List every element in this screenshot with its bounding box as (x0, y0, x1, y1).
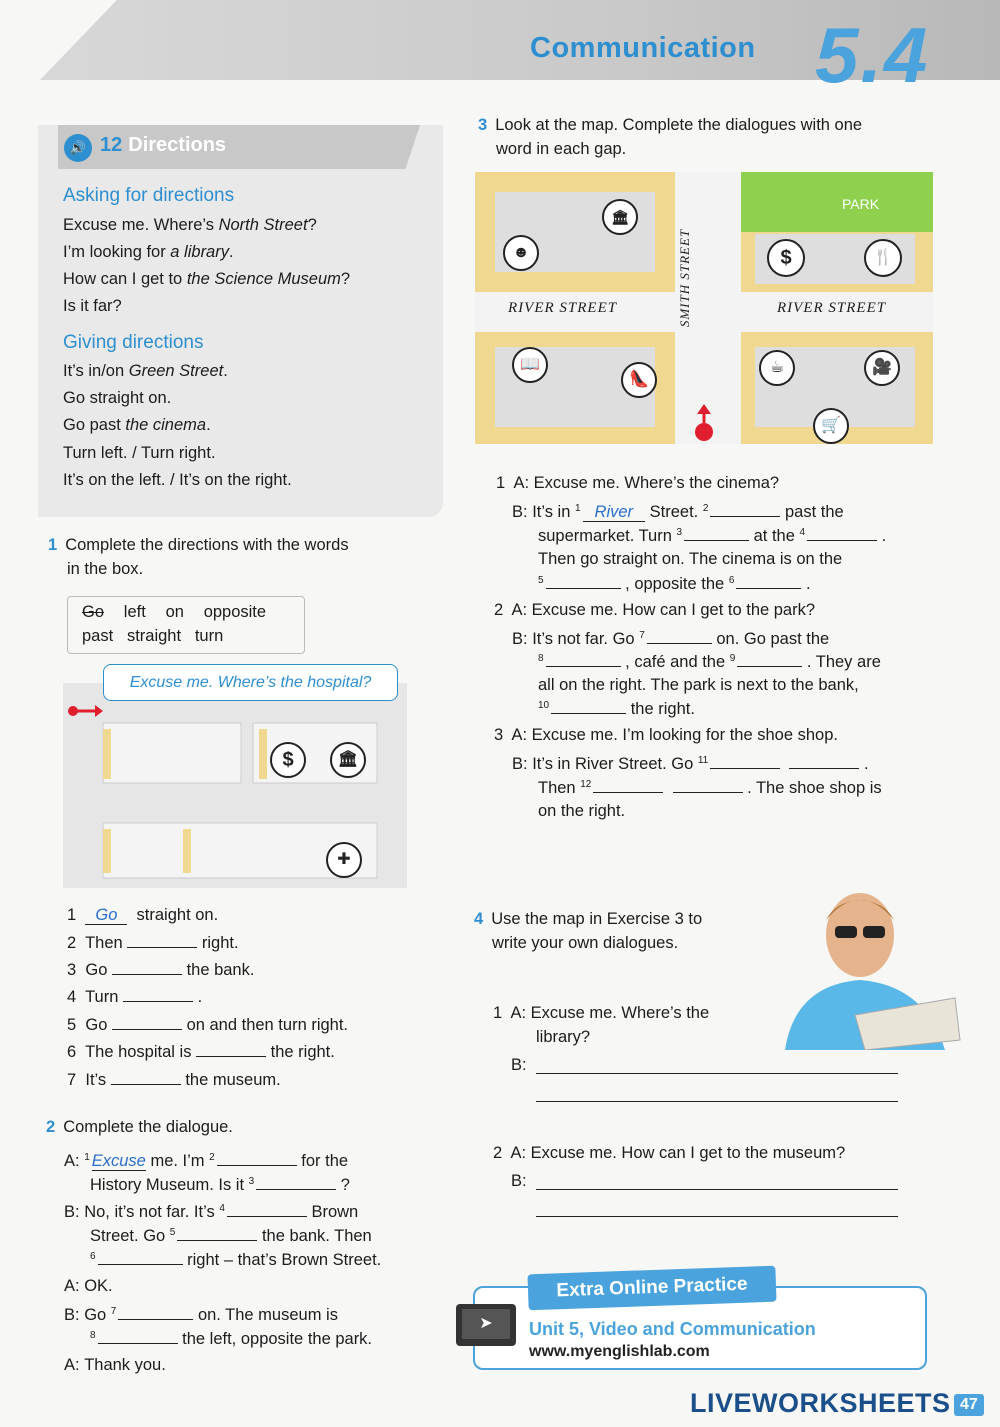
giving-line: It’s in/on Green Street. (63, 362, 228, 380)
ex3-line: 2 A: Excuse me. How can I get to the park? (494, 601, 816, 619)
shoe-shop-icon: 👠 (621, 362, 657, 398)
extra-practice-url[interactable]: www.myenglishlab.com (529, 1343, 710, 1360)
asking-line: Is it far? (63, 297, 122, 315)
restaurant-icon: 🍴 (864, 239, 902, 277)
river-street-left: RIVER STREET (508, 300, 618, 316)
answer-blank[interactable] (673, 778, 743, 793)
asking-line: How can I get to the Science Museum? (63, 270, 351, 288)
ex4-line: library? (536, 1028, 591, 1046)
answer-blank[interactable] (98, 1329, 178, 1344)
answer-blank[interactable] (127, 933, 197, 948)
liveworksheets-logo: LIVEWORKSHEETS (690, 1388, 951, 1418)
answer-blank[interactable] (118, 1305, 193, 1320)
extra-practice-tag: Extra Online Practice (527, 1266, 776, 1311)
ex2-line: B: No, it’s not far. It’s $^4$ Brown (64, 1202, 359, 1221)
write-line[interactable] (536, 1189, 898, 1190)
answer-blank[interactable] (111, 1070, 181, 1085)
answer-blank[interactable] (112, 1015, 182, 1030)
ex1-item: 3 Go the bank. (67, 961, 255, 979)
answer-blank[interactable] (737, 652, 802, 667)
ex3-instruction-2: word in each gap. (496, 140, 627, 158)
giving-line: It’s on the left. / It’s on the right. (63, 471, 292, 489)
answer-blank[interactable] (789, 754, 859, 769)
cafe-icon: ☕ (759, 350, 795, 386)
ex2-line: A: $^1$ Excuse me. I’m $^2$ for the (64, 1151, 349, 1170)
ex4-instruction: 4 Use the map in Exercise 3 to (474, 910, 703, 928)
ex3-line: B: It’s in River Street. Go $^{11}$ . (512, 754, 869, 773)
answer-blank[interactable] (177, 1226, 257, 1241)
answer-blank[interactable] (256, 1175, 336, 1190)
word-box-row-1: Go left on opposite (82, 603, 267, 621)
answer-blank[interactable] (551, 699, 626, 714)
ex3-line: B: It’s in $^1$ River Street. $^2$ past the (512, 502, 844, 521)
answer-blank[interactable] (546, 652, 621, 667)
answer-blank[interactable] (710, 502, 780, 517)
ex1-item: 2 Then right. (67, 934, 239, 952)
ex2-line: B: Go $^7$ on. The museum is (64, 1305, 338, 1324)
answer-blank[interactable] (710, 754, 780, 769)
ex2-line: History Museum. Is it $^3$ ? (90, 1175, 350, 1194)
ex3-line: B: It’s not far. Go $^7$ on. Go past the (512, 629, 830, 648)
answer-blank[interactable] (123, 987, 193, 1002)
ex3-line: on the right. (538, 802, 626, 820)
ex1-item: 5 Go on and then turn right. (67, 1016, 349, 1034)
answer-blank[interactable] (593, 778, 663, 793)
ex4-line: 1 A: Excuse me. Where’s the (493, 1004, 710, 1022)
ex4-line: B: (511, 1056, 527, 1074)
page-title: Communication (530, 32, 756, 64)
library-icon: 📖 (512, 347, 548, 383)
giving-line: Turn left. / Turn right. (63, 444, 216, 462)
museum-icon: 🏛 (602, 199, 638, 235)
cinema-icon: ☻ (503, 235, 539, 271)
bank-icon: $ (270, 742, 306, 778)
giving-line: Go past the cinema. (63, 416, 211, 434)
ex3-line: $^8$ , café and the $^9$ . They are (538, 652, 881, 671)
extra-practice-unit: Unit 5, Video and Communication (529, 1319, 816, 1339)
giving-heading: Giving directions (63, 332, 204, 353)
answer-blank[interactable] (98, 1250, 183, 1265)
answer-blank[interactable] (647, 629, 712, 644)
ex1-instruction-2: in the box. (67, 560, 144, 578)
ex2-line: A: Thank you. (64, 1356, 166, 1374)
ex4-instruction-2: write your own dialogues. (492, 934, 679, 952)
speech-bubble: Excuse me. Where’s the hospital? (103, 664, 398, 701)
ex3-line: 1 A: Excuse me. Where’s the cinema? (496, 474, 780, 492)
unit-number: 5.4 (815, 11, 930, 99)
ex3-line: supermarket. Turn $^3$ at the $^4$ . (538, 526, 887, 545)
ex2-line: $^8$ the left, opposite the park. (90, 1329, 373, 1348)
giving-line: Go straight on. (63, 389, 172, 407)
word-box-row-2: past straight turn (82, 627, 224, 645)
ex2-line: Street. Go $^5$ the bank. Then (90, 1226, 372, 1245)
page-number: 47 (954, 1394, 984, 1416)
ex1-item: 7 It’s the museum. (67, 1071, 281, 1089)
river-street-right: RIVER STREET (777, 300, 887, 316)
cursor-icon: ➤ (462, 1309, 510, 1339)
park-label: PARK (842, 196, 880, 212)
asking-line: Excuse me. Where’s North Street? (63, 216, 317, 234)
man-with-map-photo (755, 880, 965, 1050)
bank-icon: $ (767, 239, 805, 277)
ex3-line: Then $^{12}$ . The shoe shop is (538, 778, 882, 797)
laptop-icon (456, 1304, 516, 1346)
supermarket-icon: 🛒 (813, 408, 849, 444)
ex1-instruction: 1 Complete the directions with the words (48, 536, 349, 554)
asking-heading: Asking for directions (63, 185, 235, 206)
answer-blank[interactable] (217, 1151, 297, 1166)
answer-blank[interactable] (112, 960, 182, 975)
answer-blank[interactable] (227, 1202, 307, 1217)
cinema-camera-icon: 🎥 (864, 350, 900, 386)
man-photo-graphic (755, 880, 965, 1050)
directions-title: 12 Directions (100, 134, 227, 156)
ex3-line: $^{10}$ the right. (538, 699, 695, 718)
ex1-item: 4 Turn . (67, 988, 203, 1006)
answer-blank[interactable] (196, 1042, 266, 1057)
write-line[interactable] (536, 1073, 898, 1074)
museum-icon: 🏛 (330, 742, 366, 778)
ex3-line: Then go straight on. The cinema is on the (538, 550, 843, 568)
answer-blank[interactable] (807, 526, 877, 541)
ex3-line: $^5$ , opposite the $^6$ . (538, 574, 811, 593)
ex2-line: A: OK. (64, 1277, 113, 1295)
audio-icon[interactable]: 🔊 (64, 134, 92, 162)
write-line[interactable] (536, 1101, 898, 1102)
ex1-item: 6 The hospital is the right. (67, 1043, 335, 1061)
smith-street: SMITH STREET (677, 228, 692, 328)
ex3-line: all on the right. The park is next to the bank, (538, 676, 859, 694)
ex2-line: $^6$ right – that’s Brown Street. (90, 1250, 382, 1269)
answer-blank[interactable] (546, 574, 621, 589)
answer-blank[interactable] (684, 526, 749, 541)
ex4-line: B: (511, 1172, 527, 1190)
ex3-instruction: 3 Look at the map. Complete the dialogues with one (478, 116, 863, 134)
ex1-item: 1 Go straight on. (67, 906, 219, 924)
ex4-line: 2 A: Excuse me. How can I get to the museum? (493, 1144, 846, 1162)
ex2-instruction: 2 Complete the dialogue. (46, 1118, 233, 1136)
ex3-line: 3 A: Excuse me. I’m looking for the shoe shop. (494, 726, 838, 744)
write-line[interactable] (536, 1216, 898, 1217)
answer-blank[interactable] (736, 574, 801, 589)
asking-line: I’m looking for a library. (63, 243, 234, 261)
hospital-icon: ✚ (326, 842, 362, 878)
